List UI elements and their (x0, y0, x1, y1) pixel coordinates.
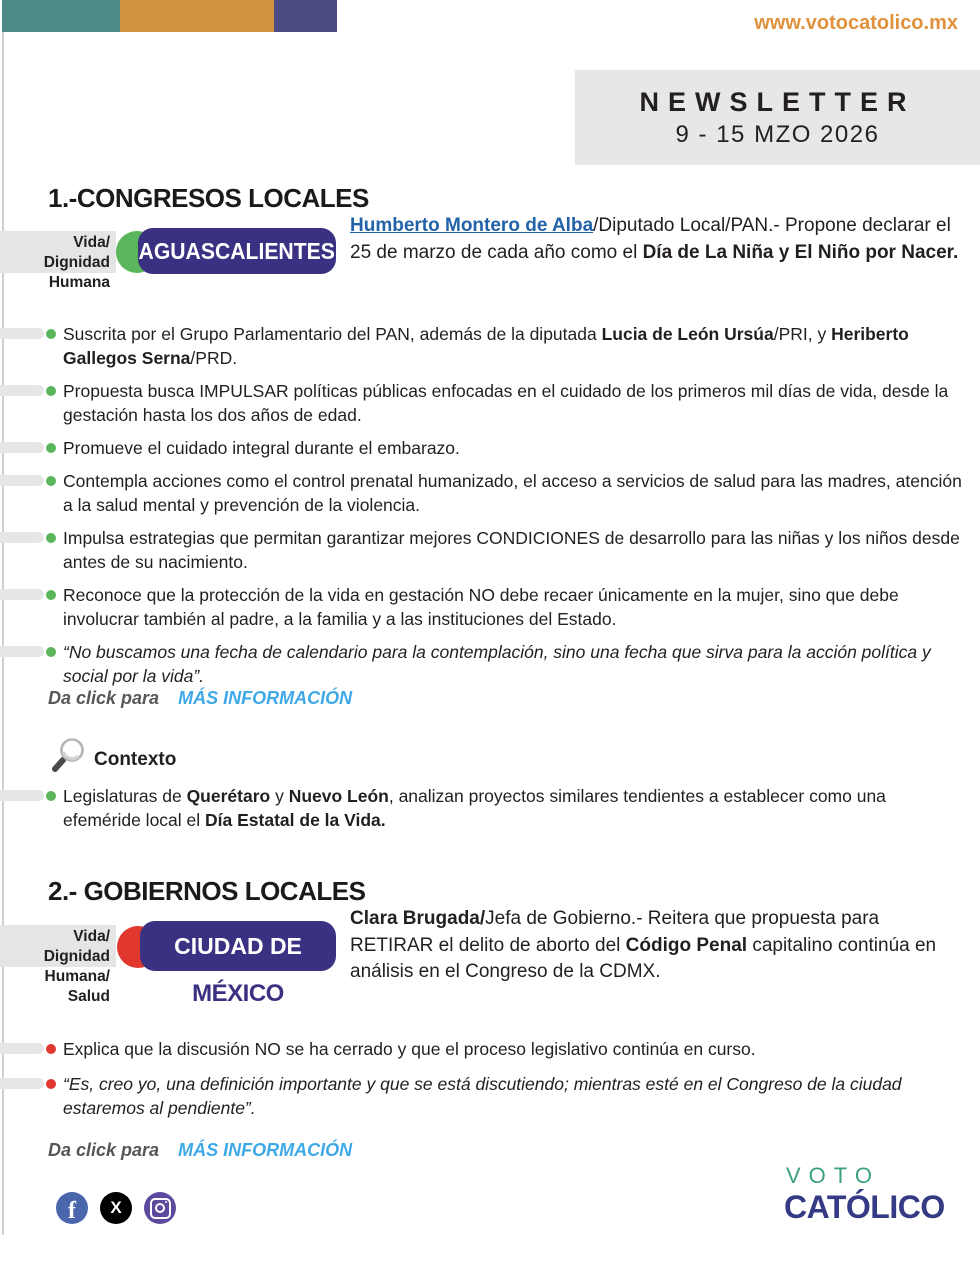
text-segment: Suscrita por el Grupo Parlamentario del PAN, además de la diputada (63, 324, 602, 344)
state-badge-cdmx (140, 921, 336, 971)
x-glyph: X (110, 1198, 122, 1217)
text-segment: /PRD. (190, 348, 238, 368)
category-line: Dignidad (43, 254, 110, 271)
orange-bar (120, 0, 274, 32)
text-segment: Propuesta busca IMPULSAR políticas públicas enfocadas en el cuidado de los primeros mil días de vida, desde la gestación hasta los dos años de edad. (63, 381, 949, 425)
text-segment: Promueve el cuidado integral durante el embarazo. (63, 438, 460, 458)
brand-color-bars (2, 0, 337, 32)
logo-catolico-text: CATÓLICO (784, 1189, 945, 1225)
cta-prefix: Da click para (48, 1140, 160, 1160)
section2-cta (48, 1140, 352, 1161)
text-segment: “Es, creo yo, una definición importante y que se está discutiendo; mientras esté en el Congreso de la ciudad estaremos al pendiente”. (63, 1074, 902, 1118)
instagram-icon[interactable] (144, 1192, 176, 1224)
site-url-link[interactable]: www.votocatolico.mx (754, 12, 958, 34)
voto-catolico-logo (784, 1163, 945, 1226)
bullet-text (63, 526, 966, 574)
list-item (0, 322, 978, 370)
bullet-text (63, 322, 966, 370)
text-segment: Nuevo León (288, 786, 389, 806)
text-segment: “No buscamos una fecha de calendario para la contemplación, sino una fecha que sirva para la acción política y social por la vida”. (63, 642, 931, 686)
bullet-text (63, 1072, 966, 1120)
list-item (0, 469, 978, 517)
newsletter-date: 9 - 15 MZO 2026 (675, 120, 880, 148)
teal-bar (2, 0, 120, 32)
text-segment: Clara Brugada/ (350, 908, 486, 929)
bullet-bar (0, 1043, 44, 1054)
more-info-link[interactable]: MÁS INFORMACIÓN (178, 688, 353, 708)
text-segment: Jefa de Gobierno.- Reitera que propuesta para RETIRAR el delito de aborto del (350, 908, 880, 956)
context-bullet-list (0, 784, 978, 832)
bullet-dot (46, 791, 56, 801)
text-segment: Reconoce que la protección de la vida en gestación NO debe recaer únicamente en la mujer, sino que debe involucrar también al padre, a la familia y a las instituciones del Estado. (63, 585, 899, 629)
list-item (0, 379, 978, 427)
text-segment: , analizan proyectos similares tendientes a establecer como una efeméride local el (63, 786, 886, 830)
facebook-icon[interactable] (56, 1192, 88, 1224)
section2-bullet-list (0, 1037, 978, 1120)
bullet-bar (0, 1078, 44, 1089)
list-item (0, 1072, 978, 1120)
category-line: Salud (67, 988, 110, 1005)
state-badge-aguascalientes (138, 228, 336, 274)
instagram-lens (155, 1203, 165, 1213)
section2-category-label (0, 927, 110, 1007)
bullet-dot (46, 386, 56, 396)
text-segment: Contempla acciones como el control prenatal humanizado, el acceso a servicios de salud para las madres, atención a la salud mental y prevención de la violencia. (63, 471, 962, 515)
bullet-dot (46, 1079, 56, 1089)
bullet-dot (46, 443, 56, 453)
text-segment: y (270, 786, 289, 806)
social-links (56, 1192, 176, 1224)
category-line: Dignidad (43, 948, 110, 965)
bullet-bar (0, 532, 44, 543)
text-segment: /PRI, y (773, 324, 832, 344)
magnifier-icon (48, 736, 88, 776)
category-line: Humana/ (44, 968, 110, 985)
newsletter-header (575, 70, 980, 165)
section1-heading: 1.-CONGRESOS LOCALES (48, 183, 369, 213)
category-line: Humana (48, 274, 110, 291)
category-line: Vida/ (73, 928, 110, 945)
text-segment: Heriberto Gallegos Serna (63, 324, 909, 368)
more-info-link[interactable]: MÁS INFORMACIÓN (178, 1140, 353, 1160)
list-item (0, 436, 978, 460)
text-segment: Explica que la discusión NO se ha cerrado y que el proceso legislativo continúa en curso. (63, 1039, 756, 1059)
context-title: Contexto (94, 749, 177, 770)
text-segment: Día Estatal de la Vida. (205, 810, 386, 830)
logo-voto-text: VOTO (786, 1163, 880, 1188)
section2-intro (350, 906, 942, 986)
bullet-dot (46, 1044, 56, 1054)
bullet-dot (46, 647, 56, 657)
context-header (48, 736, 176, 776)
newsletter-title: NEWSLETTER (639, 86, 916, 117)
text-segment: Impulsa estrategias que permitan garantizar mejores CONDICIONES de desarrollo para las niñas y los niños desde antes de su nacimiento. (63, 528, 960, 572)
bullet-dot (46, 329, 56, 339)
purple-bar (274, 0, 337, 32)
list-item (0, 1037, 978, 1061)
text-segment: Día de La Niña y El Niño por Nacer. (642, 241, 959, 263)
bullet-text (63, 379, 966, 427)
list-item (0, 583, 978, 631)
text-segment: Lucia de León Ursúa (601, 324, 774, 344)
section1-category-label (0, 233, 110, 293)
instagram-frame (150, 1198, 171, 1219)
section2-heading: 2.- GOBIERNOS LOCALES (48, 876, 366, 906)
bullet-bar (0, 385, 44, 396)
bullet-text (63, 784, 966, 832)
facebook-glyph: f (68, 1197, 76, 1224)
badge-label: AGUASCALIENTES (138, 237, 336, 264)
text-segment: Querétaro (186, 786, 271, 806)
section1-intro (350, 213, 972, 266)
bullet-bar (0, 790, 44, 801)
bullet-text (63, 1037, 966, 1061)
list-item (0, 784, 978, 832)
bullet-text (63, 583, 966, 631)
list-item (0, 640, 978, 688)
bullet-bar (0, 442, 44, 453)
bullet-bar (0, 475, 44, 486)
bullet-dot (46, 590, 56, 600)
text-segment: /Diputado Local/PAN.- Propone declarar el 25 de marzo de cada año como el (350, 215, 951, 263)
bullet-dot (46, 476, 56, 486)
text-segment: capitalino continúa en análisis en el Congreso de la CDMX. (350, 934, 937, 982)
x-icon[interactable] (100, 1192, 132, 1224)
bullet-text (63, 436, 966, 460)
section1-bullet-list (0, 322, 978, 688)
text-link[interactable]: Humberto Montero de Alba (350, 215, 594, 236)
list-item (0, 526, 978, 574)
bullet-bar (0, 328, 44, 339)
bullet-bar (0, 646, 44, 657)
section1-cta (48, 688, 352, 709)
instagram-dot (165, 1201, 167, 1203)
text-segment: Código Penal (625, 934, 748, 956)
bullet-dot (46, 533, 56, 543)
bullet-text (63, 469, 966, 517)
bullet-text (63, 640, 966, 688)
cta-prefix: Da click para (48, 688, 160, 708)
text-segment: Legislaturas de (63, 786, 187, 806)
badge-sub-label: MÉXICO (192, 980, 284, 1007)
badge-label: CIUDAD DE (174, 932, 302, 959)
category-line: Vida/ (73, 234, 110, 251)
bullet-bar (0, 589, 44, 600)
